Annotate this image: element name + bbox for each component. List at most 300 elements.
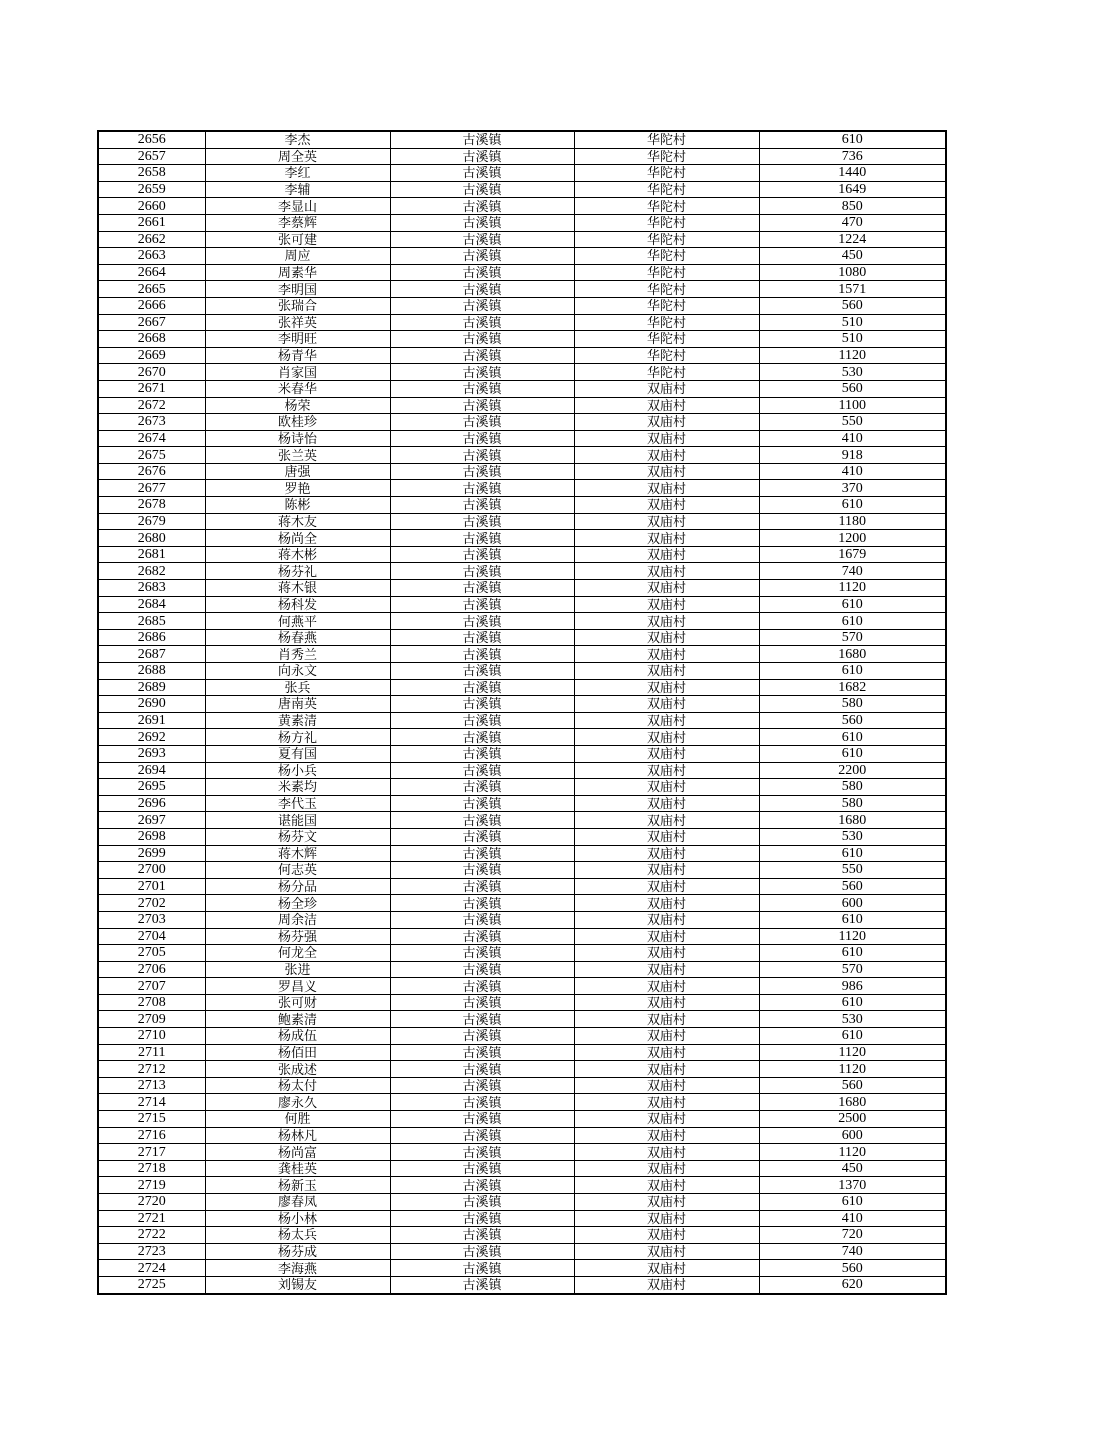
amount-cell: 720 [759, 1227, 946, 1244]
table-row [98, 497, 946, 514]
name-cell: 龚桂英 [205, 1160, 390, 1177]
town-cell: 古溪镇 [390, 629, 574, 646]
row-number-cell: 2706 [98, 961, 205, 978]
table-row [98, 1028, 946, 1045]
row-number-cell: 2721 [98, 1210, 205, 1227]
row-number-cell: 2692 [98, 729, 205, 746]
amount-cell: 370 [759, 480, 946, 497]
table-row [98, 828, 946, 845]
table-row [98, 862, 946, 879]
row-number-cell: 2684 [98, 596, 205, 613]
table-row [98, 663, 946, 680]
name-cell: 杨青华 [205, 347, 390, 364]
village-cell: 双庙村 [574, 762, 759, 779]
row-number-cell: 2675 [98, 447, 205, 464]
village-cell: 双庙村 [574, 862, 759, 879]
town-cell: 古溪镇 [390, 812, 574, 829]
amount-cell: 1682 [759, 679, 946, 696]
village-cell: 华陀村 [574, 281, 759, 298]
amount-cell: 1120 [759, 1044, 946, 1061]
town-cell: 古溪镇 [390, 397, 574, 414]
amount-cell: 510 [759, 331, 946, 348]
row-number-cell: 2697 [98, 812, 205, 829]
name-cell: 米春华 [205, 380, 390, 397]
amount-cell: 610 [759, 1194, 946, 1211]
village-cell: 双庙村 [574, 1243, 759, 1260]
town-cell: 古溪镇 [390, 148, 574, 165]
row-number-cell: 2708 [98, 994, 205, 1011]
row-number-cell: 2724 [98, 1260, 205, 1277]
village-cell: 双庙村 [574, 895, 759, 912]
amount-cell: 1120 [759, 1061, 946, 1078]
village-cell: 华陀村 [574, 314, 759, 331]
table-row [98, 679, 946, 696]
name-cell: 周素华 [205, 264, 390, 281]
table-row [98, 447, 946, 464]
amount-cell: 1370 [759, 1177, 946, 1194]
amount-cell: 850 [759, 198, 946, 215]
amount-cell: 1080 [759, 264, 946, 281]
town-cell: 古溪镇 [390, 895, 574, 912]
amount-cell: 1649 [759, 181, 946, 198]
name-cell: 杨春燕 [205, 629, 390, 646]
town-cell: 古溪镇 [390, 347, 574, 364]
village-cell: 双庙村 [574, 878, 759, 895]
amount-cell: 550 [759, 862, 946, 879]
town-cell: 古溪镇 [390, 1111, 574, 1128]
town-cell: 古溪镇 [390, 745, 574, 762]
table-row [98, 1276, 946, 1293]
amount-cell: 610 [759, 994, 946, 1011]
name-cell: 欧桂珍 [205, 414, 390, 431]
village-cell: 华陀村 [574, 181, 759, 198]
name-cell: 杨全珍 [205, 895, 390, 912]
name-cell: 张可建 [205, 231, 390, 248]
town-cell: 古溪镇 [390, 1061, 574, 1078]
table-row [98, 928, 946, 945]
village-cell: 双庙村 [574, 978, 759, 995]
row-number-cell: 2699 [98, 845, 205, 862]
row-number-cell: 2693 [98, 745, 205, 762]
row-number-cell: 2714 [98, 1094, 205, 1111]
village-cell: 双庙村 [574, 1061, 759, 1078]
table-row [98, 812, 946, 829]
table-row [98, 397, 946, 414]
name-cell: 李显山 [205, 198, 390, 215]
town-cell: 古溪镇 [390, 1127, 574, 1144]
table-row [98, 845, 946, 862]
amount-cell: 530 [759, 828, 946, 845]
name-cell: 罗昌义 [205, 978, 390, 995]
row-number-cell: 2687 [98, 646, 205, 663]
row-number-cell: 2676 [98, 463, 205, 480]
village-cell: 双庙村 [574, 696, 759, 713]
village-cell: 双庙村 [574, 596, 759, 613]
name-cell: 杨小兵 [205, 762, 390, 779]
town-cell: 古溪镇 [390, 480, 574, 497]
name-cell: 周余洁 [205, 911, 390, 928]
name-cell: 杨林凡 [205, 1127, 390, 1144]
name-cell: 张兰英 [205, 447, 390, 464]
row-number-cell: 2657 [98, 148, 205, 165]
town-cell: 古溪镇 [390, 1260, 574, 1277]
row-number-cell: 2688 [98, 663, 205, 680]
row-number-cell: 2717 [98, 1144, 205, 1161]
table-row [98, 1194, 946, 1211]
amount-cell: 1120 [759, 580, 946, 597]
table-row [98, 181, 946, 198]
town-cell: 古溪镇 [390, 430, 574, 447]
table-row [98, 380, 946, 397]
village-cell: 双庙村 [574, 563, 759, 580]
town-cell: 古溪镇 [390, 546, 574, 563]
row-number-cell: 2685 [98, 613, 205, 630]
village-cell: 双庙村 [574, 1160, 759, 1177]
row-number-cell: 2711 [98, 1044, 205, 1061]
amount-cell: 1200 [759, 530, 946, 547]
name-cell: 陈彬 [205, 497, 390, 514]
village-cell: 双庙村 [574, 745, 759, 762]
table-row [98, 546, 946, 563]
amount-cell: 610 [759, 845, 946, 862]
village-cell: 华陀村 [574, 148, 759, 165]
row-number-cell: 2660 [98, 198, 205, 215]
name-cell: 杨分品 [205, 878, 390, 895]
table-row [98, 978, 946, 995]
table-row [98, 281, 946, 298]
town-cell: 古溪镇 [390, 1011, 574, 1028]
village-cell: 华陀村 [574, 231, 759, 248]
row-number-cell: 2720 [98, 1194, 205, 1211]
table-row [98, 165, 946, 182]
table-row [98, 961, 946, 978]
amount-cell: 560 [759, 380, 946, 397]
village-cell: 双庙村 [574, 1028, 759, 1045]
row-number-cell: 2705 [98, 945, 205, 962]
amount-cell: 610 [759, 729, 946, 746]
village-cell: 双庙村 [574, 480, 759, 497]
town-cell: 古溪镇 [390, 297, 574, 314]
town-cell: 古溪镇 [390, 729, 574, 746]
amount-cell: 740 [759, 563, 946, 580]
amount-cell: 450 [759, 248, 946, 265]
row-number-cell: 2686 [98, 629, 205, 646]
village-cell: 双庙村 [574, 779, 759, 796]
village-cell: 双庙村 [574, 629, 759, 646]
table-row [98, 745, 946, 762]
amount-cell: 610 [759, 613, 946, 630]
table-row [98, 911, 946, 928]
village-cell: 双庙村 [574, 1111, 759, 1128]
amount-cell: 1679 [759, 546, 946, 563]
row-number-cell: 2666 [98, 297, 205, 314]
table-row [98, 580, 946, 597]
table-row [98, 331, 946, 348]
town-cell: 古溪镇 [390, 414, 574, 431]
village-cell: 双庙村 [574, 463, 759, 480]
name-cell: 杨佰田 [205, 1044, 390, 1061]
name-cell: 杨芬文 [205, 828, 390, 845]
village-cell: 华陀村 [574, 165, 759, 182]
village-cell: 华陀村 [574, 214, 759, 231]
village-cell: 双庙村 [574, 994, 759, 1011]
town-cell: 古溪镇 [390, 530, 574, 547]
row-number-cell: 2677 [98, 480, 205, 497]
name-cell: 肖家国 [205, 364, 390, 381]
amount-cell: 410 [759, 463, 946, 480]
amount-cell: 1120 [759, 1144, 946, 1161]
row-number-cell: 2658 [98, 165, 205, 182]
town-cell: 古溪镇 [390, 646, 574, 663]
village-cell: 双庙村 [574, 580, 759, 597]
row-number-cell: 2713 [98, 1077, 205, 1094]
table-row [98, 596, 946, 613]
amount-cell: 610 [759, 945, 946, 962]
name-cell: 廖永久 [205, 1094, 390, 1111]
amount-cell: 560 [759, 297, 946, 314]
village-cell: 双庙村 [574, 712, 759, 729]
amount-cell: 570 [759, 961, 946, 978]
amount-cell: 1120 [759, 928, 946, 945]
name-cell: 周全英 [205, 148, 390, 165]
row-number-cell: 2664 [98, 264, 205, 281]
row-number-cell: 2661 [98, 214, 205, 231]
roster-table-body [98, 131, 946, 1294]
village-cell: 双庙村 [574, 663, 759, 680]
name-cell: 何燕平 [205, 613, 390, 630]
table-row [98, 945, 946, 962]
table-row [98, 729, 946, 746]
town-cell: 古溪镇 [390, 1028, 574, 1045]
town-cell: 古溪镇 [390, 1077, 574, 1094]
table-row [98, 1243, 946, 1260]
name-cell: 杨诗怡 [205, 430, 390, 447]
table-row [98, 1260, 946, 1277]
row-number-cell: 2712 [98, 1061, 205, 1078]
amount-cell: 450 [759, 1160, 946, 1177]
table-row [98, 231, 946, 248]
row-number-cell: 2680 [98, 530, 205, 547]
amount-cell: 530 [759, 364, 946, 381]
village-cell: 双庙村 [574, 1077, 759, 1094]
table-row [98, 347, 946, 364]
village-cell: 双庙村 [574, 1044, 759, 1061]
town-cell: 古溪镇 [390, 214, 574, 231]
row-number-cell: 2679 [98, 513, 205, 530]
amount-cell: 918 [759, 447, 946, 464]
row-number-cell: 2716 [98, 1127, 205, 1144]
table-row [98, 762, 946, 779]
table-row [98, 264, 946, 281]
row-number-cell: 2694 [98, 762, 205, 779]
table-row [98, 712, 946, 729]
village-cell: 双庙村 [574, 1276, 759, 1293]
amount-cell: 610 [759, 596, 946, 613]
row-number-cell: 2682 [98, 563, 205, 580]
name-cell: 周应 [205, 248, 390, 265]
name-cell: 向永文 [205, 663, 390, 680]
village-cell: 双庙村 [574, 679, 759, 696]
table-row [98, 1127, 946, 1144]
town-cell: 古溪镇 [390, 1044, 574, 1061]
town-cell: 古溪镇 [390, 994, 574, 1011]
town-cell: 古溪镇 [390, 779, 574, 796]
town-cell: 古溪镇 [390, 181, 574, 198]
name-cell: 杨芬强 [205, 928, 390, 945]
town-cell: 古溪镇 [390, 1227, 574, 1244]
name-cell: 唐强 [205, 463, 390, 480]
amount-cell: 610 [759, 1028, 946, 1045]
table-row [98, 779, 946, 796]
table-row [98, 248, 946, 265]
village-cell: 双庙村 [574, 1011, 759, 1028]
amount-cell: 610 [759, 131, 946, 148]
village-cell: 双庙村 [574, 945, 759, 962]
amount-cell: 580 [759, 779, 946, 796]
amount-cell: 1571 [759, 281, 946, 298]
village-cell: 双庙村 [574, 497, 759, 514]
name-cell: 杨尚全 [205, 530, 390, 547]
name-cell: 黄素清 [205, 712, 390, 729]
row-number-cell: 2702 [98, 895, 205, 912]
town-cell: 古溪镇 [390, 1194, 574, 1211]
row-number-cell: 2673 [98, 414, 205, 431]
row-number-cell: 2710 [98, 1028, 205, 1045]
amount-cell: 1100 [759, 397, 946, 414]
town-cell: 古溪镇 [390, 1243, 574, 1260]
name-cell: 张兵 [205, 679, 390, 696]
amount-cell: 736 [759, 148, 946, 165]
village-cell: 双庙村 [574, 729, 759, 746]
name-cell: 李代玉 [205, 795, 390, 812]
village-cell: 双庙村 [574, 530, 759, 547]
name-cell: 蒋木辉 [205, 845, 390, 862]
amount-cell: 600 [759, 895, 946, 912]
village-cell: 双庙村 [574, 795, 759, 812]
name-cell: 李辅 [205, 181, 390, 198]
name-cell: 杨太付 [205, 1077, 390, 1094]
town-cell: 古溪镇 [390, 978, 574, 995]
row-number-cell: 2700 [98, 862, 205, 879]
table-row [98, 1227, 946, 1244]
town-cell: 古溪镇 [390, 712, 574, 729]
town-cell: 古溪镇 [390, 364, 574, 381]
table-row [98, 563, 946, 580]
table-row [98, 1111, 946, 1128]
name-cell: 杨太兵 [205, 1227, 390, 1244]
row-number-cell: 2715 [98, 1111, 205, 1128]
table-row [98, 1061, 946, 1078]
amount-cell: 1680 [759, 646, 946, 663]
name-cell: 杨方礼 [205, 729, 390, 746]
village-cell: 华陀村 [574, 264, 759, 281]
row-number-cell: 2718 [98, 1160, 205, 1177]
table-row [98, 364, 946, 381]
village-cell: 华陀村 [574, 347, 759, 364]
roster-table [97, 130, 947, 1295]
row-number-cell: 2681 [98, 546, 205, 563]
row-number-cell: 2662 [98, 231, 205, 248]
name-cell: 李蔡辉 [205, 214, 390, 231]
town-cell: 古溪镇 [390, 264, 574, 281]
town-cell: 古溪镇 [390, 463, 574, 480]
name-cell: 李杰 [205, 131, 390, 148]
village-cell: 双庙村 [574, 380, 759, 397]
name-cell: 杨小林 [205, 1210, 390, 1227]
village-cell: 华陀村 [574, 248, 759, 265]
village-cell: 双庙村 [574, 1177, 759, 1194]
village-cell: 双庙村 [574, 613, 759, 630]
table-row [98, 895, 946, 912]
town-cell: 古溪镇 [390, 314, 574, 331]
row-number-cell: 2669 [98, 347, 205, 364]
table-row [98, 297, 946, 314]
town-cell: 古溪镇 [390, 1177, 574, 1194]
table-row [98, 513, 946, 530]
town-cell: 古溪镇 [390, 198, 574, 215]
amount-cell: 1680 [759, 1094, 946, 1111]
amount-cell: 1180 [759, 513, 946, 530]
town-cell: 古溪镇 [390, 1276, 574, 1293]
table-row [98, 1177, 946, 1194]
name-cell: 肖秀兰 [205, 646, 390, 663]
row-number-cell: 2701 [98, 878, 205, 895]
table-row [98, 314, 946, 331]
table-row [98, 1144, 946, 1161]
town-cell: 古溪镇 [390, 131, 574, 148]
name-cell: 刘锡友 [205, 1276, 390, 1293]
table-row [98, 629, 946, 646]
table-row [98, 198, 946, 215]
row-number-cell: 2667 [98, 314, 205, 331]
table-row [98, 1210, 946, 1227]
table-row [98, 994, 946, 1011]
table-row [98, 878, 946, 895]
table-row [98, 795, 946, 812]
village-cell: 华陀村 [574, 331, 759, 348]
row-number-cell: 2678 [98, 497, 205, 514]
village-cell: 双庙村 [574, 646, 759, 663]
village-cell: 华陀村 [574, 364, 759, 381]
row-number-cell: 2656 [98, 131, 205, 148]
name-cell: 杨成伍 [205, 1028, 390, 1045]
amount-cell: 610 [759, 663, 946, 680]
amount-cell: 2200 [759, 762, 946, 779]
village-cell: 双庙村 [574, 928, 759, 945]
name-cell: 杨芬礼 [205, 563, 390, 580]
name-cell: 杨尚富 [205, 1144, 390, 1161]
row-number-cell: 2703 [98, 911, 205, 928]
village-cell: 华陀村 [574, 198, 759, 215]
row-number-cell: 2674 [98, 430, 205, 447]
row-number-cell: 2672 [98, 397, 205, 414]
name-cell: 蒋木银 [205, 580, 390, 597]
row-number-cell: 2696 [98, 795, 205, 812]
name-cell: 廖春凤 [205, 1194, 390, 1211]
town-cell: 古溪镇 [390, 331, 574, 348]
village-cell: 双庙村 [574, 1260, 759, 1277]
amount-cell: 560 [759, 878, 946, 895]
village-cell: 双庙村 [574, 1210, 759, 1227]
village-cell: 双庙村 [574, 414, 759, 431]
amount-cell: 1120 [759, 347, 946, 364]
village-cell: 华陀村 [574, 297, 759, 314]
amount-cell: 470 [759, 214, 946, 231]
table-row [98, 1160, 946, 1177]
town-cell: 古溪镇 [390, 961, 574, 978]
town-cell: 古溪镇 [390, 911, 574, 928]
name-cell: 杨新玉 [205, 1177, 390, 1194]
